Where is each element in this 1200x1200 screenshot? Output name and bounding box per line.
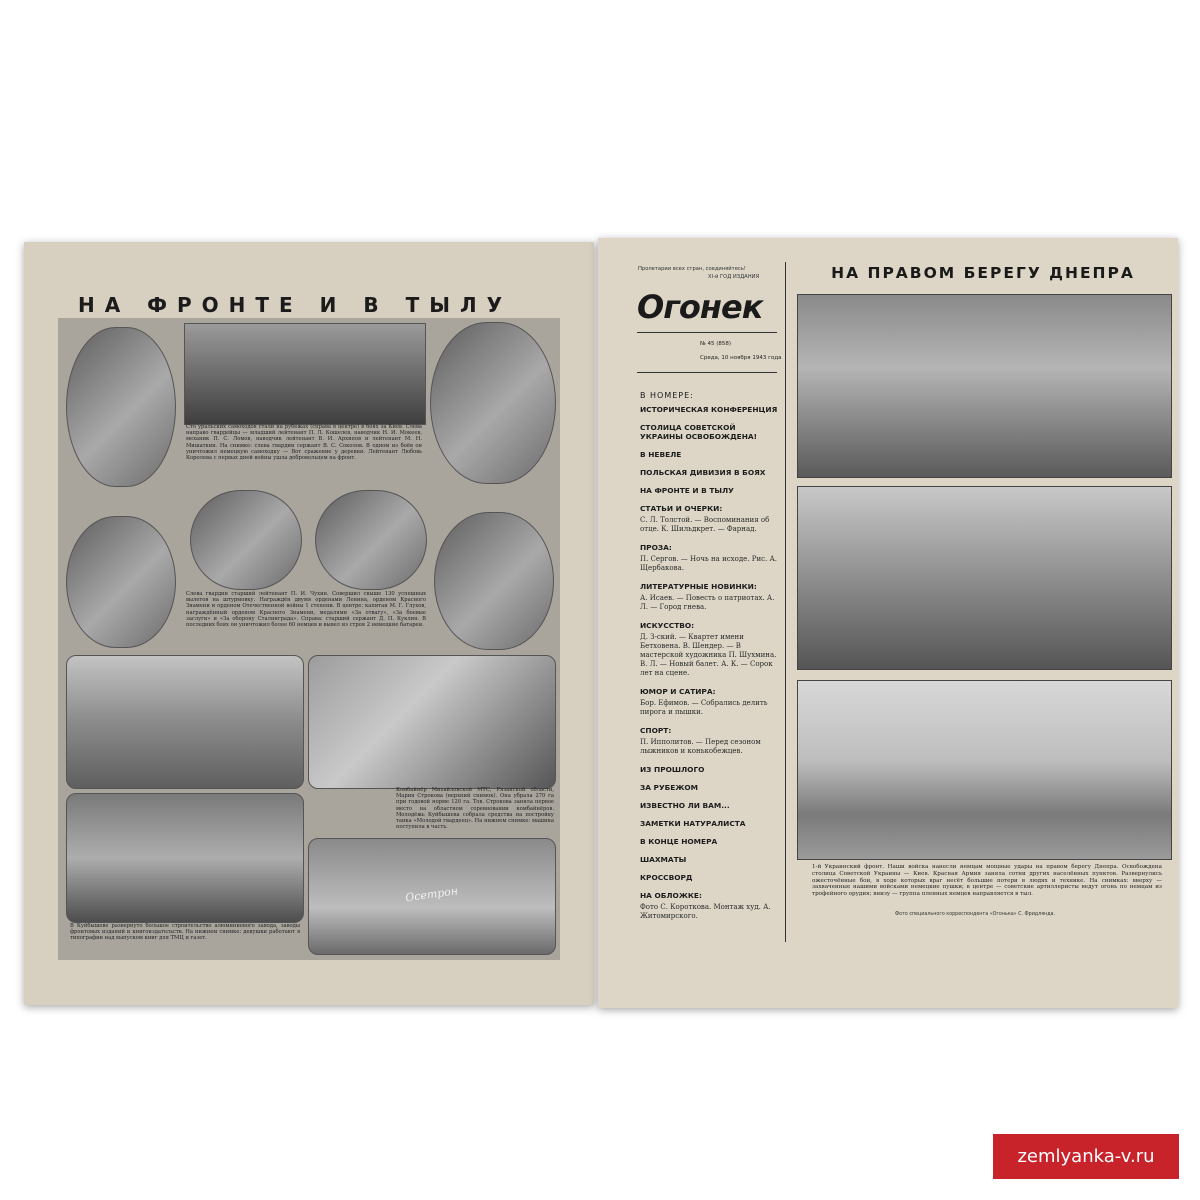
factory-caption: В Куйбышеве развернуто большое строительство алюминиевого завода, заводы фронтовых изданий и книгоиздательств. На нижнем снимке: девушки работают в типографии над выпуском книг для ТМЦ и газет.	[70, 923, 300, 942]
young-soldier-portrait-photo	[190, 490, 302, 590]
contents-item-details: П. Сергов. — Ночь на исходе. Рис. А. Щербакова.	[640, 555, 778, 572]
table-of-contents	[640, 405, 780, 930]
contents-item: В НЕВЕЛЕ	[640, 450, 682, 459]
photo-caption: 1-й Украинский фронт. Наши войска нанесли немцам мощные удары на правом берегу Днепра. Освобождена столица Советской Украины — Киев. Красная Армия заняла сотни других населённых пунктов. Развернулись ожесточённые бои, в ходе которых враг несёт большие потери в людях и технике. На снимках: вверху — захваченные нашими войсками немецкие пушки; в центре — советские артиллеристы ведут огонь по немцам из трофейного орудия; внизу — группа пленных немцев направляется в тыл.	[812, 864, 1162, 898]
issue-number: № 45 (858)	[700, 341, 732, 347]
contents-item: ЮМОР И САТИРА:	[640, 687, 716, 696]
sergeant-portrait-photo	[434, 512, 554, 650]
contents-item-details: С. Л. Толстой. — Воспоминания об отце. К. Шильдкрет. — Фарнад.	[640, 516, 770, 533]
issue-date: Среда, 10 ноября 1943 года	[700, 355, 782, 361]
woman-soldier-portrait-photo	[430, 322, 556, 484]
prisoners-column-photo	[797, 680, 1172, 860]
tankers-group-photo	[184, 323, 426, 425]
tankers-caption: Сто уральских самоходов стали на рубежах (справа в центре) в боях за Киев. Слева направо гвардейцы — младший лейтенант П. Л. Кошелев, наводчик Н. И. Мокеев, механик П. С. Ломов, наводчик лейтенант В. И. Архипов и лейтенант М. Н. Мишаткин. На снимке: слева гвардии сержант В. С. Соколов. В одном из боёв он уничтожил немецкую самоходку — Вот сражение у деревни. Лейтенант Любовь Королева с первых дней войны ушла добровольцем на фронт.	[186, 424, 422, 462]
contents-item: СТАТЬИ И ОЧЕРКИ:	[640, 504, 723, 513]
photo-credit: Фото специального корреспондента «Огонька» С. Фридлянда.	[895, 912, 1055, 917]
contents-item: КРОССВОРД	[640, 873, 693, 882]
officer-portrait-photo	[315, 490, 427, 590]
contents-item: ЛИТЕРАТУРНЫЕ НОВИНКИ:	[640, 582, 757, 591]
contents-item: ПОЛЬСКАЯ ДИВИЗИЯ В БОЯХ	[640, 468, 766, 477]
masthead-rule-bottom	[637, 372, 777, 373]
captured-guns-photo	[797, 294, 1172, 478]
pilot-portrait-photo	[66, 516, 176, 648]
contents-item: ЗА РУБЕЖОМ	[640, 783, 699, 792]
masthead-slogan: Пролетарии всех стран, соединяйтесь!	[638, 266, 746, 272]
contents-item: СПОРТ:	[640, 726, 672, 735]
contents-item: ЗАМЕТКИ НАТУРАЛИСТА	[640, 819, 746, 828]
contents-title: В НОМЕРЕ:	[640, 391, 694, 400]
right-page-headline: НА ПРАВОМ БЕРЕГУ ДНЕПРА	[831, 264, 1135, 282]
contents-item: ПРОЗА:	[640, 543, 672, 552]
tank-inscription: Осетрон	[404, 884, 459, 905]
left-page-headline: НА ФРОНТЕ И В ТЫЛУ	[78, 293, 512, 317]
contents-item-details: А. Исаев. — Повесть о патриотах. А. Л. — Город гнева.	[640, 594, 775, 611]
contents-item: ИСКУССТВО:	[640, 621, 695, 630]
contents-item: ИСТОРИЧЕСКАЯ КОНФЕРЕНЦИЯ	[640, 405, 778, 414]
contents-item-details: Бор. Ефимов. — Собрались делить пирога и пышки.	[640, 699, 768, 716]
contents-item-details: Фото С. Короткова. Монтаж худ. А. Житомирского.	[640, 903, 771, 920]
contents-item-details: Д. З-ский. — Квартет имени Бетховена. В. Шендер. — В мастерской художника П. Шухмина. В. Л. — Новый балет. А. К. — Сорок лет на сцене.	[640, 633, 777, 677]
artillery-crew-photo	[797, 486, 1172, 670]
contents-item: ИЗВЕСТНО ЛИ ВАМ...	[640, 801, 730, 810]
watermark-badge: zemlyanka-v.ru	[993, 1134, 1179, 1179]
contents-item-details: П. Ипполитов. — Перед сезоном лыжников и конькобежцев.	[640, 738, 761, 755]
portraits-caption: Слева гвардии старший лейтенант П. И. Чухин. Совершил свыше 130 успешных вылетов на штурмовку. Награждён двумя орденами Ленина, орденом Красного Знамени и орденом Отечественной войны 1 степени. В центре: капитан М. Г. Глухов, награждённый орденом Красного Знамени, медалями «За отвагу», «За боевые заслуги» и «За оборону Сталинграда». Справа: старший сержант Д. П. Куклин. В последних боях он уничтожил более 60 немцев и вывел из строя 2 немецкие батареи.	[186, 591, 426, 629]
contents-item: СТОЛИЦА СОВЕТСКОЙ УКРАИНЫ ОСВОБОЖДЕНА!	[640, 423, 757, 441]
contents-item: НА ФРОНТЕ И В ТЫЛУ	[640, 486, 734, 495]
masthead-year: XI-й ГОД ИЗДАНИЯ	[708, 274, 760, 280]
column-divider	[785, 262, 786, 942]
combine-caption: Комбайнёр Михайловской МТС, Рязанской области, Мария Строкова (верхний снимок). Она убрала 270 га при годовой норме 120 га. Тов. Строкова заняла первое место на областном соревновании комбайнёров. Молодёжь Куйбышева собрала средства на постройку танка «Молодой гвардеец». На нижнем снимке: машина поступила в часть.	[396, 787, 554, 831]
construction-site-photo	[66, 655, 304, 789]
print-shop-photo	[66, 793, 304, 923]
ogonek-logo: Огонек	[637, 288, 763, 326]
contents-item: В КОНЦЕ НОМЕРА	[640, 837, 718, 846]
soldier-portrait-photo	[66, 327, 176, 487]
contents-item: ИЗ ПРОШЛОГО	[640, 765, 705, 774]
contents-item: ШАХМАТЫ	[640, 855, 687, 864]
masthead-rule	[637, 332, 777, 333]
combine-operator-photo	[308, 655, 556, 789]
contents-item: НА ОБЛОЖКЕ:	[640, 891, 702, 900]
